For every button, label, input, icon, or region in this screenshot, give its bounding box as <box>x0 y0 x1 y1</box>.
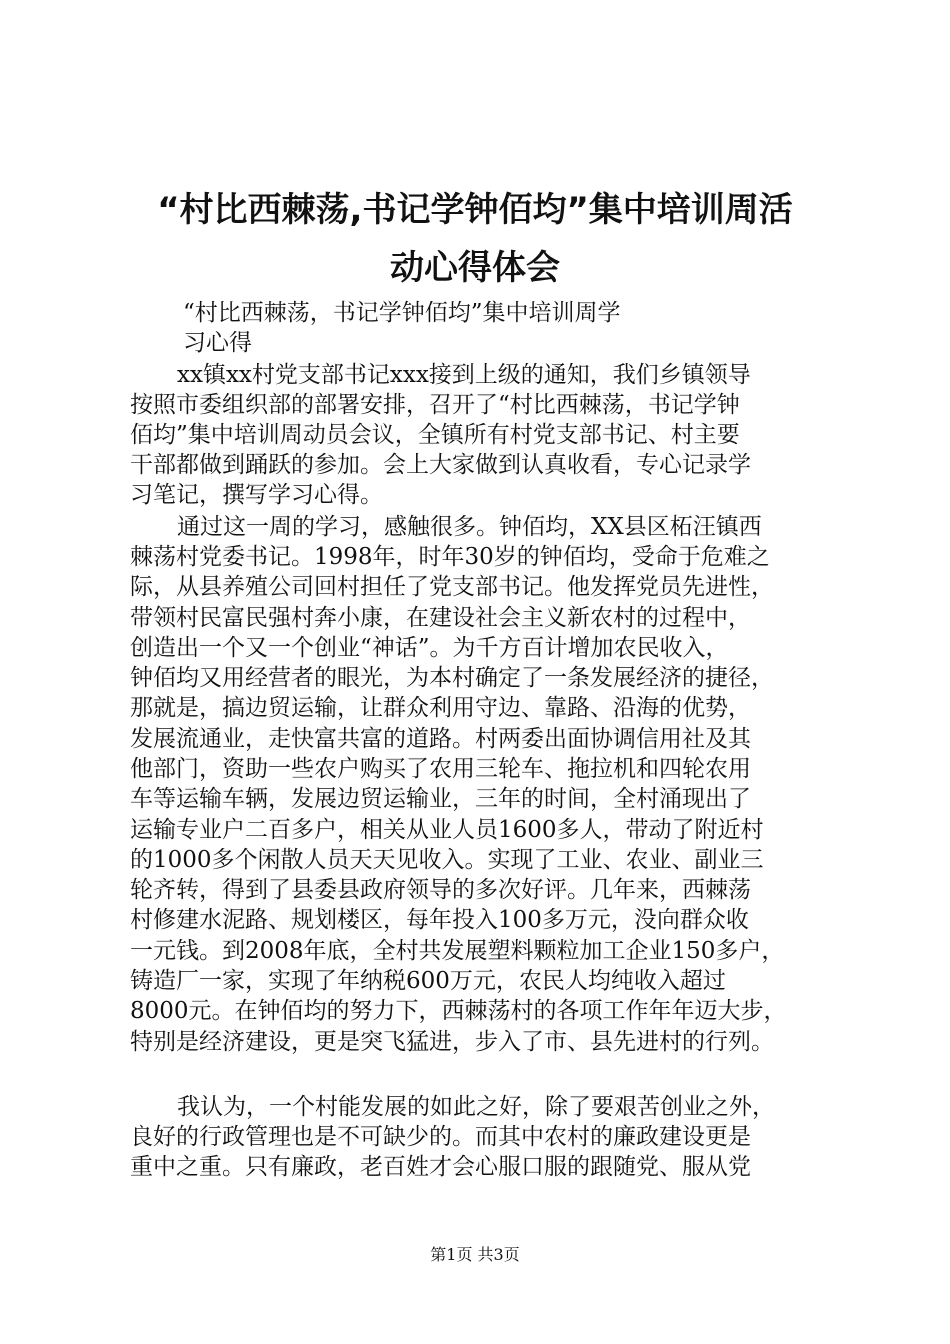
paragraph-line: 习笔记，撰写学习心得。 <box>130 482 383 508</box>
document-title-line-1: “村比西棘荡,书记学钟佰均”集中培训周活 <box>157 190 793 230</box>
paragraph-line: 的1000多个闲散人员天天见收入。实现了工业、农业、副业三 <box>130 847 764 873</box>
paragraph-line: 一元钱。到2008年底，全村共发展塑料颗粒加工企业150多户， <box>130 938 785 964</box>
paragraph-line: 带领村民富民强村奔小康，在建设社会主义新农村的过程中， <box>130 605 751 631</box>
paragraph-line: 运输专业户二百多户，相关从业人员1600多人，带动了附近村 <box>130 817 764 843</box>
paragraph-line: 际，从县养殖公司回村担任了党支部书记。他发挥党员先进性， <box>130 574 774 600</box>
paragraph-line: 发展流通业，走快富共富的道路。村两委出面协调信用社及其 <box>130 726 751 752</box>
paragraph-line: 那就是，搞边贸运输，让群众利用守边、靠路、沿海的优势， <box>130 695 751 721</box>
paragraph-line: 佰均”集中培训周动员会议，全镇所有村党支部书记、村主要 <box>130 422 740 448</box>
paragraph-line: 村修建水泥路、规划楼区，每年投入100多万元，没向群众收 <box>130 907 749 933</box>
subtitle-line: 习心得 <box>183 330 252 356</box>
page-footer: 第1页 共3页 <box>430 1245 520 1264</box>
paragraph-line: 重中之重。只有廉政，老百姓才会心服口服的跟随党、服从党 <box>130 1154 751 1180</box>
paragraph-line: 他部门，资助一些农户购买了农用三轮车、拖拉机和四轮农用 <box>130 756 751 782</box>
paragraph-line: 良好的行政管理也是不可缺少的。而其中农村的廉政建设更是 <box>130 1124 751 1150</box>
paragraph-line: 创造出一个又一个创业“神话”。为千方百计增加农民收入， <box>130 635 729 661</box>
subtitle-line: “村比西棘荡，书记学钟佰均”集中培训周学 <box>183 300 621 326</box>
paragraph-line: 棘荡村党委书记。1998年，时年30岁的钟佰均，受命于危难之 <box>130 544 770 570</box>
paragraph-line: 钟佰均又用经营者的眼光，为本村确定了一条发展经济的捷径， <box>130 665 774 691</box>
paragraph-line: 我认为，一个村能发展的如此之好，除了要艰苦创业之外， <box>177 1094 775 1120</box>
paragraph-line: 8000元。在钟佰均的努力下，西棘荡村的各项工作年年迈大步， <box>130 998 787 1024</box>
paragraph-line: 干部都做到踊跃的参加。会上大家做到认真收看，专心记录学 <box>130 452 751 478</box>
paragraph-line: 特别是经济建设，更是突飞猛进，步入了市、县先进村的行列。 <box>130 1029 774 1055</box>
paragraph-line: xx镇xx村党支部书记xxx接到上级的通知，我们乡镇领导 <box>177 362 751 388</box>
paragraph-line: 通过这一周的学习，感触很多。钟佰均，XX县区柘汪镇西 <box>177 514 762 540</box>
paragraph-line: 车等运输车辆，发展边贸运输业，三年的时间，全村涌现出了 <box>130 786 751 812</box>
paragraph-line: 铸造厂一家，实现了年纳税600万元，农民人均纯收入超过 <box>130 968 726 994</box>
paragraph-line: 按照市委组织部的部署安排，召开了“村比西棘荡，书记学钟 <box>130 392 740 418</box>
document-title-line-2: 动心得体会 <box>390 248 560 288</box>
paragraph-line: 轮齐转，得到了县委县政府领导的多次好评。几年来，西棘荡 <box>130 877 751 903</box>
